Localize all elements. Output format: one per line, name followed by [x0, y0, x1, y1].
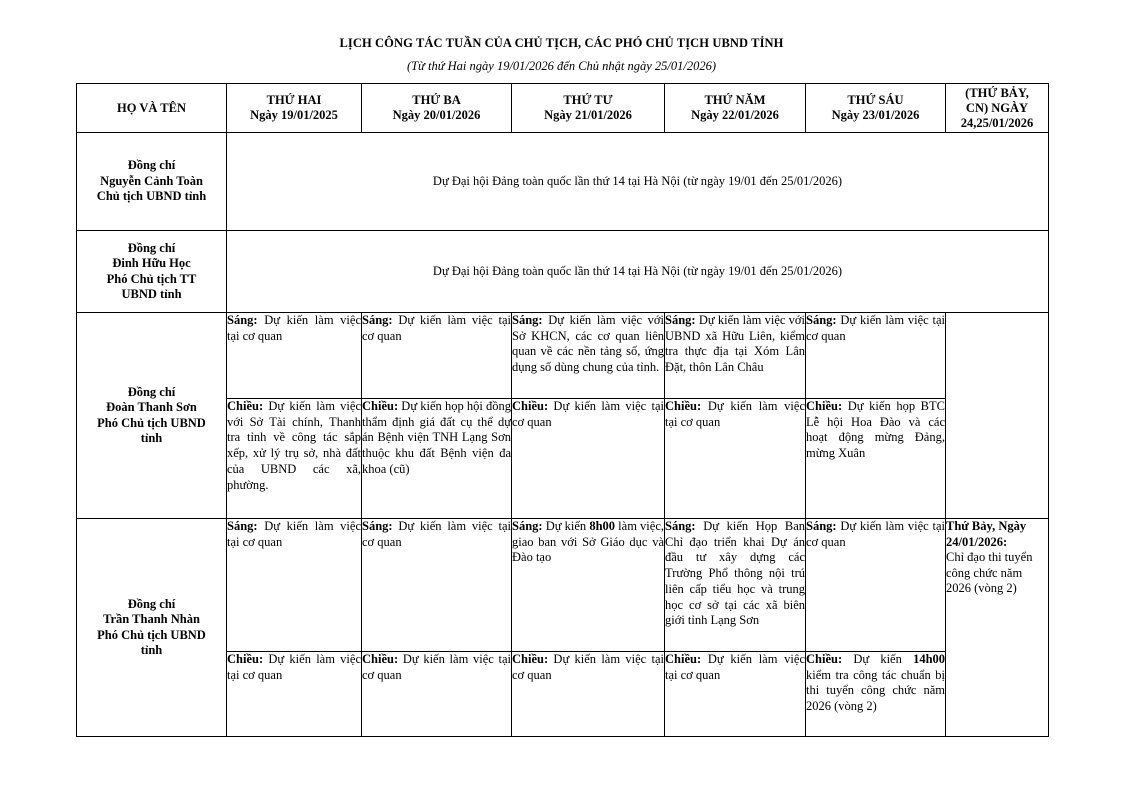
- morning-activity: Sáng: Dự kiến làm việc tại cơ quan: [806, 313, 946, 399]
- afternoon-activity: Chiều: Dự kiến làm việc tại cơ quan: [665, 399, 806, 519]
- official-name: Đồng chí Nguyễn Cảnh Toàn Chủ tịch UBND tỉnh: [77, 133, 227, 231]
- header-wednesday: THỨ TƯ Ngày 21/01/2026: [512, 84, 665, 133]
- header-weekend: (THỨ BẢY, CN) NGÀY 24,25/01/2026: [946, 84, 1049, 133]
- official-name: Đồng chí Đoàn Thanh Sơn Phó Chủ tịch UBND tỉnh: [77, 313, 227, 519]
- table-row: [77, 313, 1049, 399]
- merged-activity: Dự Đại hội Đảng toàn quốc lần thứ 14 tại Hà Nội (từ ngày 19/01 đến 25/01/2026): [227, 133, 1049, 231]
- afternoon-activity: Chiều: Dự kiến 14h00 kiểm tra công tác chuẩn bị thi tuyển công chức năm 2026 (vòng 2): [806, 652, 946, 737]
- morning-activity: Sáng: Dự kiến làm việc tại cơ quan: [227, 313, 362, 399]
- afternoon-activity: Chiều: Dự kiến làm việc tại cơ quan: [362, 652, 512, 737]
- afternoon-activity: Chiều: Dự kiến làm việc tại cơ quan: [227, 652, 362, 737]
- table-row: [77, 133, 1049, 231]
- morning-activity: Sáng: Dự kiến làm việc với Sở KHCN, các cơ quan liên quan về các nền tảng số, ứng dụng số dùng chung của tỉnh.: [512, 313, 665, 399]
- morning-activity: Sáng: Dự kiến làm việc tại cơ quan: [806, 519, 946, 652]
- afternoon-activity: Chiều: Dự kiến họp hội đồng thẩm định giá đất cụ thể dự án Bệnh viện TNH Lạng Sơn thuộc khu đất Bệnh viện đa khoa (cũ): [362, 399, 512, 519]
- header-thursday: THỨ NĂM Ngày 22/01/2026: [665, 84, 806, 133]
- header-tuesday: THỨ BA Ngày 20/01/2026: [362, 84, 512, 133]
- table-row: [77, 519, 1049, 652]
- header-monday: THỨ HAI Ngày 19/01/2025: [227, 84, 362, 133]
- afternoon-activity: Chiều: Dự kiến làm việc tại cơ quan: [665, 652, 806, 737]
- header-friday: THỨ SÁU Ngày 23/01/2026: [806, 84, 946, 133]
- header-row: [77, 84, 1049, 133]
- merged-activity: Dự Đại hội Đảng toàn quốc lần thứ 14 tại Hà Nội (từ ngày 19/01 đến 25/01/2026): [227, 231, 1049, 313]
- morning-activity: Sáng: Dự kiến làm việc tại cơ quan: [362, 313, 512, 399]
- official-name: Đồng chí Trần Thanh Nhàn Phó Chủ tịch UBND tỉnh: [77, 519, 227, 737]
- table-row: [77, 231, 1049, 313]
- morning-activity: Sáng: Dự kiến Họp Ban Chỉ đạo triển khai Dự án đầu tư xây dựng các Trường Phổ thông nội trú liên cấp tiểu học và trung học cơ sở tại các xã biên giới tỉnh Lạng Sơn: [665, 519, 806, 652]
- schedule-table: [76, 83, 1049, 737]
- afternoon-activity: Chiều: Dự kiến làm việc tại cơ quan: [512, 399, 665, 519]
- afternoon-activity: Chiều: Dự kiến làm việc tại cơ quan: [512, 652, 665, 737]
- page-title: LỊCH CÔNG TÁC TUẦN CỦA CHỦ TỊCH, CÁC PHÓ CHỦ TỊCH UBND TỈNH: [339, 36, 784, 50]
- page-subtitle: (Từ thứ Hai ngày 19/01/2026 đến Chủ nhật ngày 25/01/2026): [406, 59, 717, 73]
- morning-activity: Sáng: Dự kiến làm việc với UBND xã Hữu Liên, kiểm tra thực địa tại Xóm Lân Đặt, thôn Lân Châu: [665, 313, 806, 399]
- weekend-cell: [946, 313, 1049, 519]
- morning-activity: Sáng: Dự kiến làm việc tại cơ quan: [227, 519, 362, 652]
- morning-activity: Sáng: Dự kiến làm việc tại cơ quan: [362, 519, 512, 652]
- afternoon-activity: Chiều: Dự kiến làm việc với Sở Tài chính, Thanh tra tỉnh về công tác sắp xếp, xử lý trụ sở, nhà đất của UBND các xã, phường.: [227, 399, 362, 519]
- header-name: HỌ VÀ TÊN: [77, 84, 227, 133]
- morning-activity: Sáng: Dự kiến 8h00 làm việc, giao ban với Sở Giáo dục và Đào tạo: [512, 519, 665, 652]
- weekend-cell: Thứ Bảy, Ngày 24/01/2026: Chỉ đạo thi tuyển công chức năm 2026 (vòng 2): [946, 519, 1049, 737]
- official-name: Đồng chí Đinh Hữu Học Phó Chủ tịch TT UBND tỉnh: [77, 231, 227, 313]
- afternoon-activity: Chiều: Dự kiến họp BTC Lễ hội Hoa Đào và các hoạt động mừng Đảng, mừng Xuân: [806, 399, 946, 519]
